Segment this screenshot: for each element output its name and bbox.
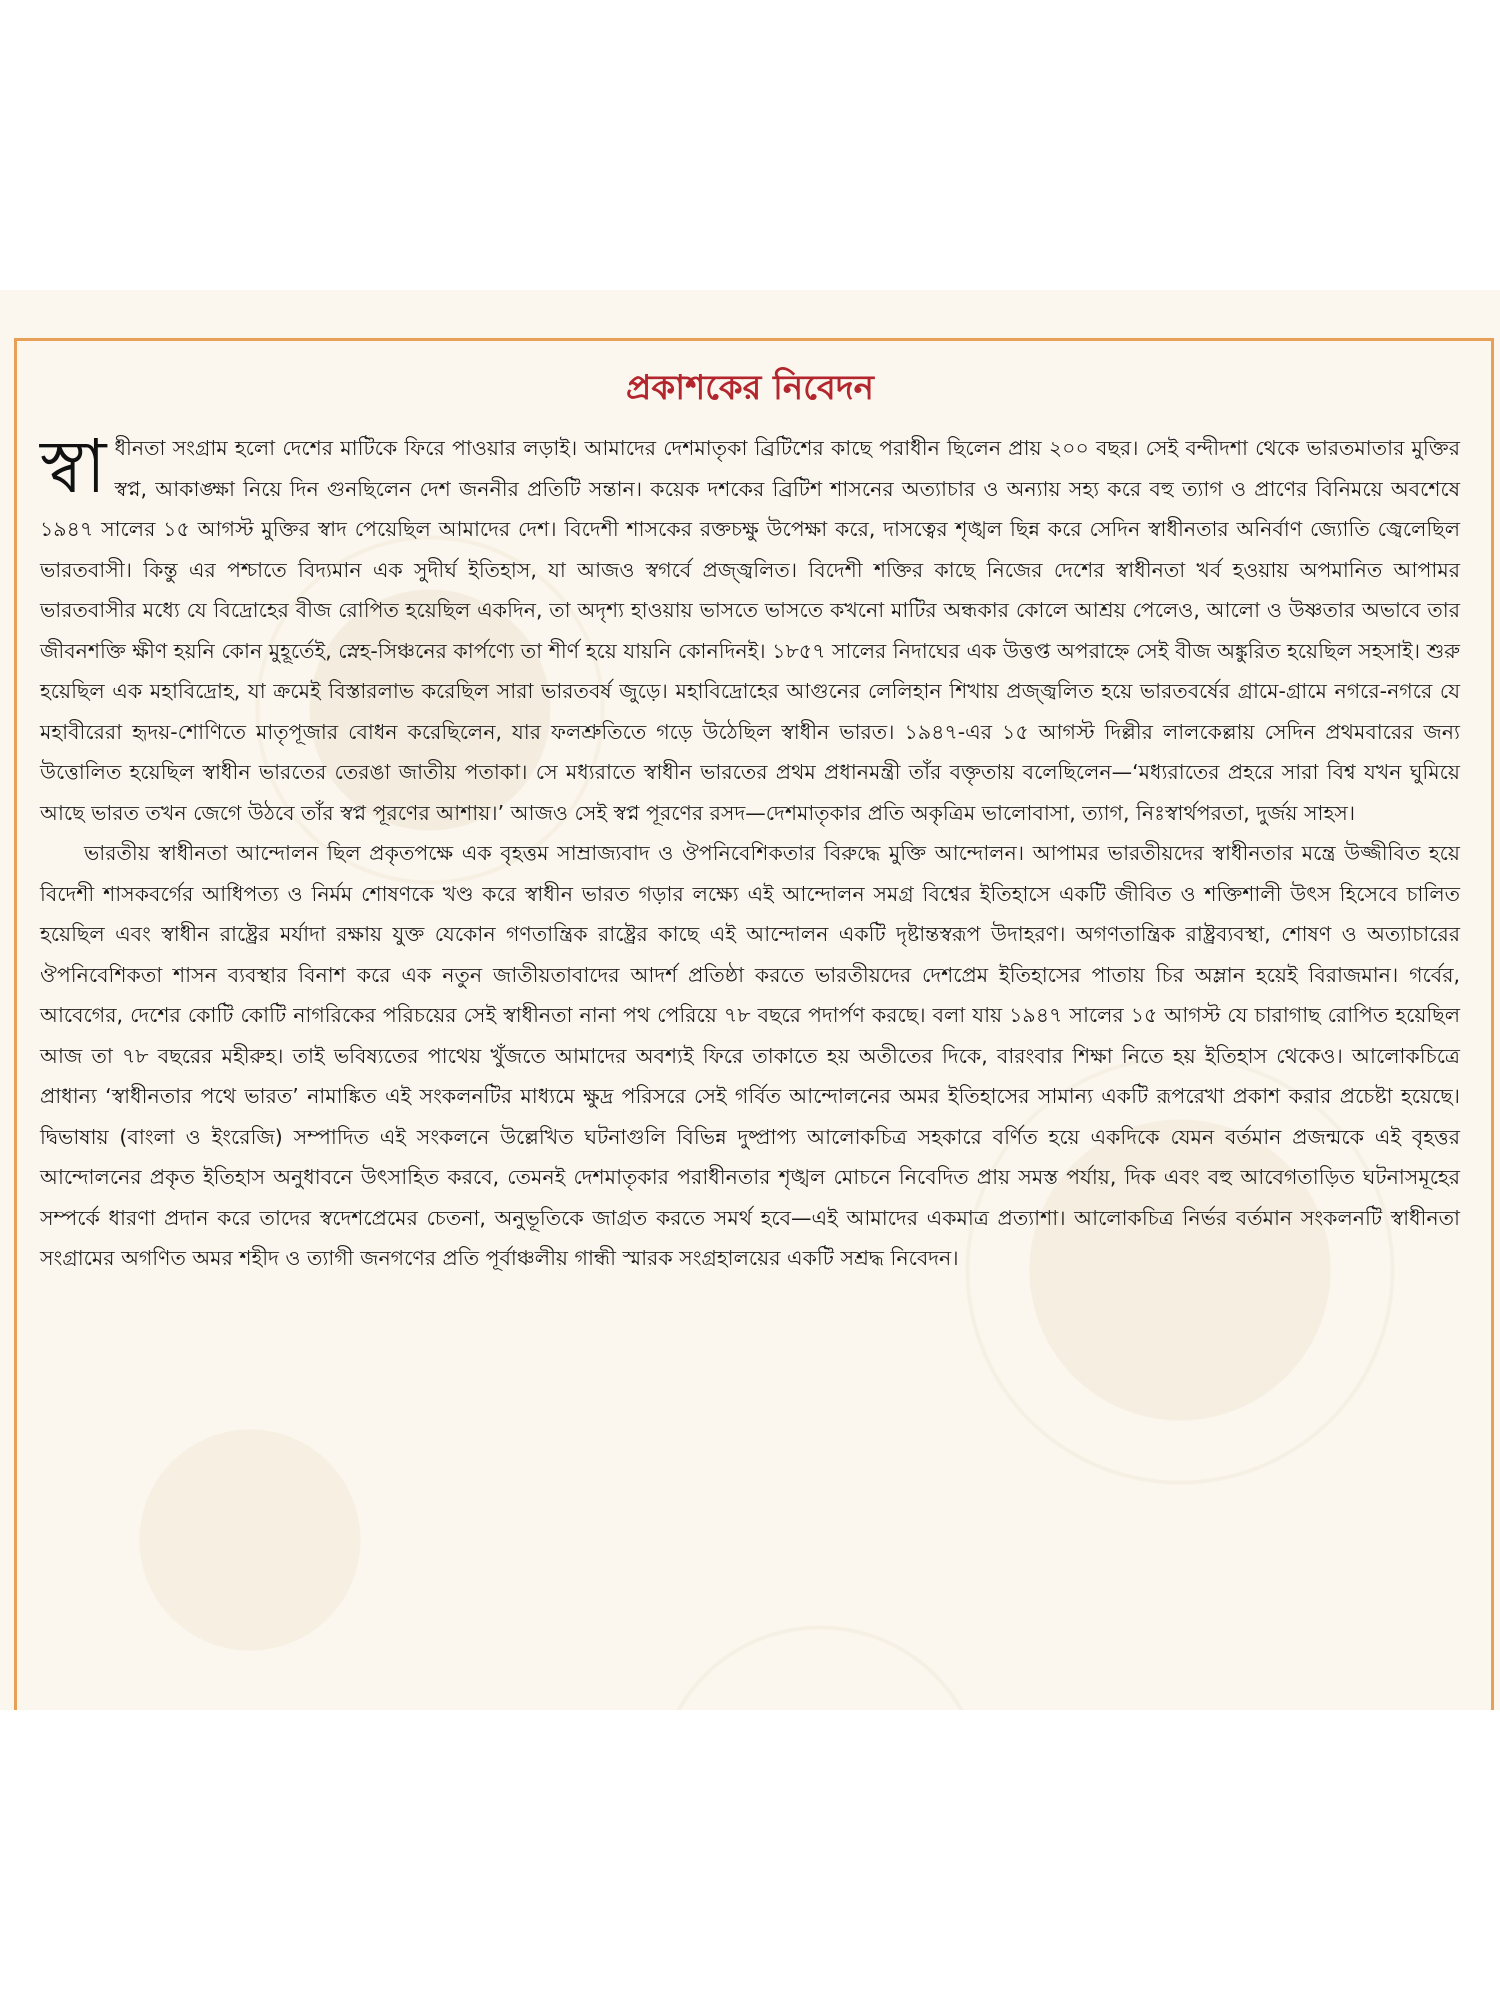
- drop-cap: স্বা: [40, 424, 107, 510]
- document-body: [40, 424, 1460, 1279]
- paragraph-1-text: ধীনতা সংগ্রাম হলো দেশের মাটিকে ফিরে পাওয়ার লড়াই। আমাদের দেশমাতৃকা ব্রিটিশের কাছে পরাধীন ছিলেন প্রায় ২০০ বছর। সেই বন্দীদশা থেকে ভারতমাতার মুক্তির স্বপ্ন, আকাঙ্ক্ষা নিয়ে দিন গুনছিলেন দেশ জননীর প্রতিটি সন্তান। কয়েক দশকের ব্রিটিশ শাসনের অত্যাচার ও অন্যায় সহ্য করে বহু ত্যাগ ও প্রাণের বিনিময়ে অবশেষে ১৯৪৭ সালের ১৫ আগস্ট মুক্তির স্বাদ পেয়েছিল আমাদের দেশ। বিদেশী শাসকের রক্তচক্ষু উপেক্ষা করে, দাসত্বের শৃঙ্খল ছিন্ন করে সেদিন স্বাধীনতার অনির্বাণ জ্যোতি জ্বেলেছিল ভারতবাসী। কিন্তু এর পশ্চাতে বিদ্যমান এক সুদীর্ঘ ইতিহাস, যা আজও স্বগর্বে প্রজ্জ্বলিত। বিদেশী শক্তির কাছে নিজের দেশের স্বাধীনতা খর্ব হওয়ায় অপমানিত আপামর ভারতবাসীর মধ্যে যে বিদ্রোহের বীজ রোপিত হয়েছিল একদিন, তা অদৃশ্য হাওয়ায় ভাসতে ভাসতে কখনো মাটির অন্ধকার কোলে আশ্রয় পেলেও, আলো ও উষ্ণতার অভাবে তার জীবনশক্তি ক্ষীণ হয়নি কোন মুহূর্তেই, স্নেহ-সিঞ্চনের কার্পণ্যে তা শীর্ণ হয়ে যায়নি কোনদিনই। ১৮৫৭ সালের নিদাঘের এক উত্তপ্ত অপরাহ্নে সেই বীজ অঙ্কুরিত হয়েছিল সহসাই। শুরু হয়েছিল এক মহাবিদ্রোহ, যা ক্রমেই বিস্তারলাভ করেছিল সারা ভারতবর্ষ জুড়ে। মহাবিদ্রোহের আগুনের লেলিহান শিখায় প্রজ্জ্বলিত হয়ে ভারতবর্ষের গ্রামে-গ্রামে নগরে-নগরে যে মহাবীরেরা হৃদয়-শোণিতে মাতৃপূজার বোধন করেছিলেন, যার ফলশ্রুতিতে গড়ে উঠেছিল স্বাধীন ভারত। ১৯৪৭-এর ১৫ আগস্ট দিল্লীর লালকেল্লায় সেদিন প্রথমবারের জন্য উত্তোলিত হয়েছিল স্বাধীন ভারতের তেরঙা জাতীয় পতাকা। সে মধ্যরাতে স্বাধীন ভারতের প্রথম প্রধানমন্ত্রী তাঁর বক্তৃতায় বলেছিলেন—‘মধ্যরাতের প্রহরে সারা বিশ্ব যখন ঘুমিয়ে আছে ভারত তখন জেগে উঠবে তাঁর স্বপ্ন পূরণের আশায়।’ আজও সেই স্বপ্ন পূরণের রসদ—দেশমাতৃকার প্রতি অকৃত্রিম ভালোবাসা, ত্যাগ, নিঃস্বার্থপরতা, দুর্জয় সাহস।: [40, 436, 1460, 825]
- paragraph-2: ভারতীয় স্বাধীনতা আন্দোলন ছিল প্রকৃতপক্ষে এক বৃহত্তম সাম্রাজ্যবাদ ও ঔপনিবেশিকতার বিরুদ্ধে মুক্তি আন্দোলন। আপামর ভারতীয়দের স্বাধীনতার মন্ত্রে উজ্জীবিত হয়ে বিদেশী শাসকবর্গের আধিপত্য ও নির্মম শোষণকে খণ্ড করে স্বাধীন ভারত গড়ার লক্ষ্যে এই আন্দোলন সমগ্র বিশ্বের ইতিহাসে একটি জীবিত ও শক্তিশালী উৎস হিসেবে চালিত হয়েছিল এবং স্বাধীন রাষ্ট্রের মর্যাদা রক্ষায় যুক্ত যেকোন গণতান্ত্রিক রাষ্ট্রের কাছে এই আন্দোলন একটি দৃষ্টান্তস্বরূপ উদাহরণ। অগণতান্ত্রিক রাষ্ট্রব্যবস্থা, শোষণ ও অত্যাচারের ঔপনিবেশিকতা শাসন ব্যবস্থার বিনাশ করে এক নতুন জাতীয়তাবাদের আদর্শ প্রতিষ্ঠা করতে ভারতীয়দের দেশপ্রেম ইতিহাসের পাতায় চির অম্লান হয়েই বিরাজমান। গর্বের, আবেগের, দেশের কোটি কোটি নাগরিকের পরিচয়ের সেই স্বাধীনতা নানা পথ পেরিয়ে ৭৮ বছরে পদার্পণ করছে। বলা যায় ১৯৪৭ সালের ১৫ আগস্ট যে চারাগাছ রোপিত হয়েছিল আজ তা ৭৮ বছরের মহীরুহ। তাই ভবিষ্যতের পাথেয় খুঁজতে আমাদের অবশ্যই ফিরে তাকাতে হয় অতীতের দিকে, বারংবার শিক্ষা নিতে হয় ইতিহাস থেকেও। আলোকচিত্রে প্রাধান্য ‘স্বাধীনতার পথে ভারত’ নামাঙ্কিত এই সংকলনটির মাধ্যমে ক্ষুদ্র পরিসরে সেই গর্বিত আন্দোলনের অমর ইতিহাসের সামান্য একটি রূপরেখা প্রকাশ করার প্রচেষ্টা হয়েছে। দ্বিভাষায় (বাংলা ও ইংরেজি) সম্পাদিত এই সংকলনে উল্লেখিত ঘটনাগুলি বিভিন্ন দুষ্প্রাপ্য আলোকচিত্র সহকারে বর্ণিত হয়ে একদিকে যেমন বর্তমান প্রজন্মকে এই বৃহত্তর আন্দোলনের প্রকৃত ইতিহাস অনুধাবনে উৎসাহিত করবে, তেমনই দেশমাতৃকার পরাধীনতার শৃঙ্খল মোচনে নিবেদিত প্রায় সমস্ত পর্যায়, দিক এবং বহু আবেগতাড়িত ঘটনাসমূহের সম্পর্কে ধারণা প্রদান করে তাদের স্বদেশপ্রেমের চেতনা, অনুভূতিকে জাগ্রত করতে সমর্থ হবে—এই আমাদের একমাত্র প্রত্যাশা। আলোকচিত্র নির্ভর বর্তমান সংকলনটি স্বাধীনতা সংগ্রামের অগণিত অমর শহীদ ও ত্যাগী জনগণের প্রতি পূর্বাঞ্চলীয় গান্ধী স্মারক সংগ্রহালয়ের একটি সশ্রদ্ধ নিবেদন।: [40, 841, 1460, 1270]
- paragraph-1: [40, 424, 1460, 833]
- page-title: প্রকাশকের নিবেদন: [626, 368, 874, 408]
